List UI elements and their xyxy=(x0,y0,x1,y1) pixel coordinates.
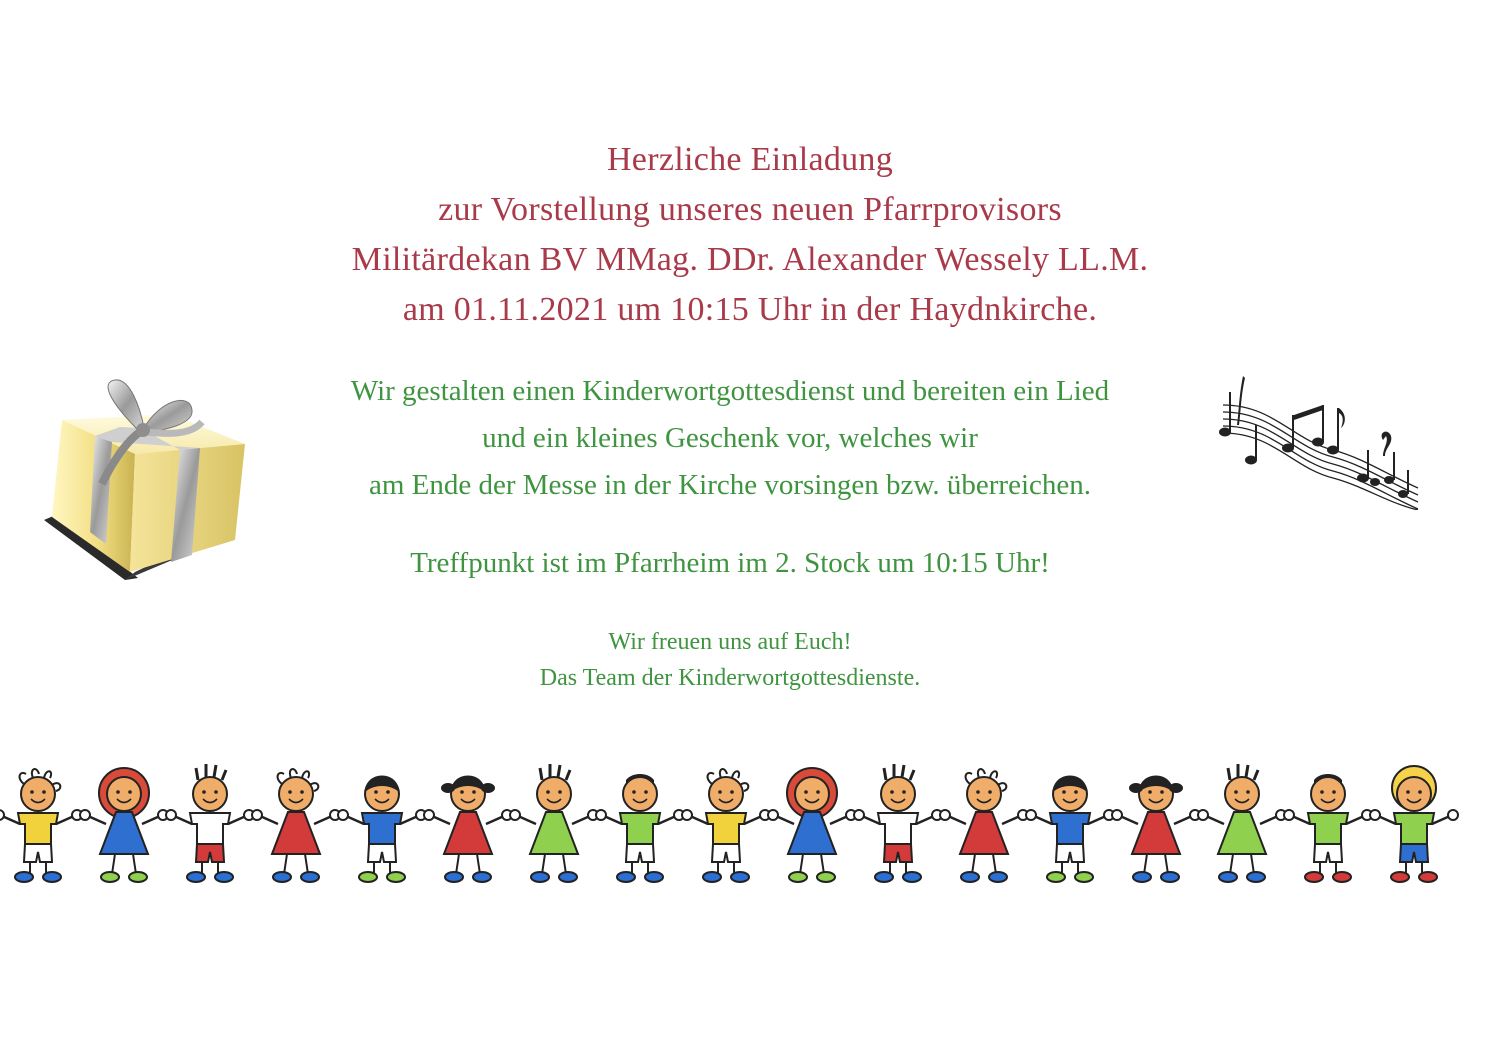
child-figure xyxy=(510,764,598,882)
child-figure xyxy=(80,768,168,882)
child-figure xyxy=(940,769,1028,882)
child-figure xyxy=(0,769,82,882)
child-figure xyxy=(1112,776,1200,883)
heading-line-1: Herzliche Einladung xyxy=(606,141,894,178)
child-figure xyxy=(1026,776,1114,883)
children-holding-hands xyxy=(0,758,1500,898)
child-figure xyxy=(1284,774,1372,882)
closing-text xyxy=(0,624,1460,696)
closing-line-1: Wir freuen uns auf Euch! xyxy=(608,629,852,655)
invitation-heading xyxy=(0,135,1500,335)
heading-line-2: zur Vorstellung unseres neuen Pfarrprovisors xyxy=(438,191,1062,228)
child-figure xyxy=(682,769,770,882)
program-line-1: Wir gestalten einen Kinderwortgottesdienst und bereiten ein Lied xyxy=(350,375,1110,407)
child-figure xyxy=(424,776,512,883)
child-figure xyxy=(768,768,856,882)
child-figure xyxy=(596,774,684,882)
child-figure xyxy=(854,764,942,882)
closing-line-2: Das Team der Kinderwortgottesdienste. xyxy=(539,665,921,691)
heading-line-4: am 01.11.2021 um 10:15 Uhr in der Haydnkirche. xyxy=(402,291,1098,328)
program-line-2: und ein kleines Geschenk vor, welches wir xyxy=(482,422,978,454)
child-figure xyxy=(338,776,426,883)
meeting-point-text: Treffpunkt ist im Pfarrheim im 2. Stock um 10:15 Uhr! xyxy=(410,547,1050,579)
child-figure xyxy=(1370,766,1458,882)
program-text xyxy=(0,368,1460,509)
child-figure xyxy=(1198,764,1286,882)
child-figure xyxy=(252,769,340,882)
heading-line-3: Militärdekan BV MMag. DDr. Alexander Wessely LL.M. xyxy=(351,241,1149,278)
program-line-3: am Ende der Messe in der Kirche vorsingen bzw. überreichen. xyxy=(368,469,1092,501)
child-figure xyxy=(166,764,254,882)
